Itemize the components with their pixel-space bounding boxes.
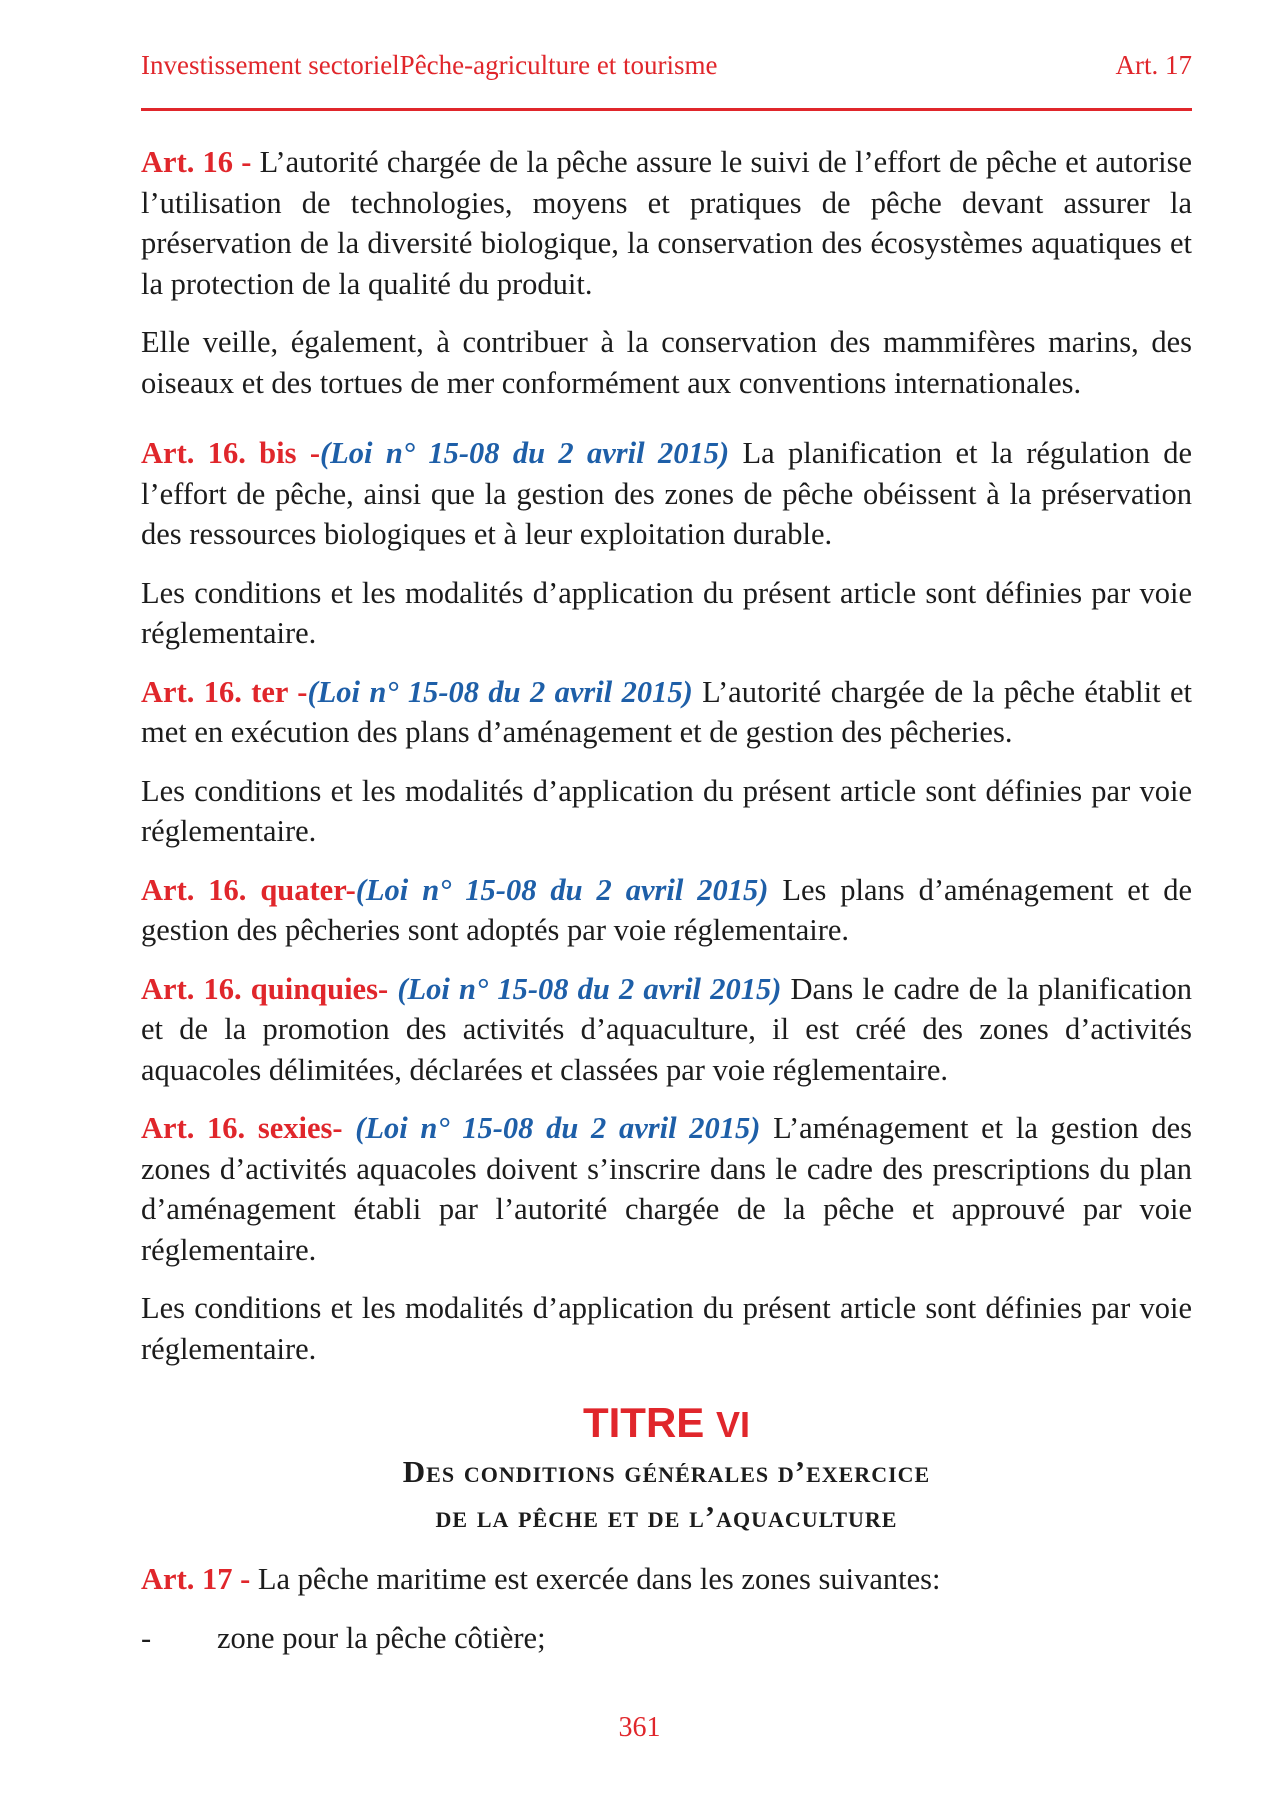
header-title: Investissement sectorielPêche-agriculture et tourisme bbox=[141, 49, 718, 80]
law-reference: (Loi n° 15-08 du 2 avril 2015) bbox=[307, 674, 693, 709]
article-text: La planification et la régulation de l’effort de pêche, ainsi que la gestion des zones de pêche obéissent à la préservation des ressources biologiques et à leur exploitation durable. bbox=[141, 436, 1192, 551]
article-label: Art. 16. quater- bbox=[141, 872, 356, 907]
article-16-ter-paragraph-2: Les conditions et les modalités d’application du présent article sont définies par voie réglementaire. bbox=[141, 773, 1192, 848]
title-block bbox=[141, 1399, 1192, 1539]
article-16 bbox=[141, 142, 1192, 304]
law-reference: (Loi n° 15-08 du 2 avril 2015) bbox=[319, 436, 730, 470]
header-article-ref: Art. 17 bbox=[1115, 49, 1192, 80]
law-reference: (Loi n° 15-08 du 2 avril 2015) bbox=[355, 1111, 761, 1145]
article-label: Art. 16. ter - bbox=[141, 674, 308, 709]
title-subtitle-line-2: de la pêche et de l’aquaculture bbox=[435, 1499, 898, 1534]
article-16-quinquies bbox=[141, 969, 1192, 1091]
article-text: L’autorité chargée de la pêche établit et met en exécution des plans d’aménagement et de gestion des pêcheries. bbox=[141, 674, 1192, 749]
article-16-sexies bbox=[141, 1108, 1192, 1270]
bullet-dash: - bbox=[141, 1620, 152, 1655]
article-label: Art. 17 - bbox=[141, 1562, 251, 1596]
title-heading bbox=[141, 1399, 1192, 1449]
article-16-bis-paragraph-2: Les conditions et les modalités d’application du présent article sont définies par voie réglementaire. bbox=[141, 575, 1192, 650]
article-label: Art. 16. quinquies- bbox=[141, 971, 389, 1006]
article-16-paragraph-2: Elle veille, également, à contribuer à la conservation des mammifères marins, des oiseaux et des tortues de mer conformément aux conventions internationales. bbox=[141, 325, 1192, 400]
article-text: La pêche maritime est exercée dans les zones suivantes: bbox=[250, 1562, 941, 1596]
list-item bbox=[141, 1618, 1192, 1659]
article-16-quater bbox=[141, 870, 1192, 951]
article-text: Dans le cadre de la planification et de la promotion des activités d’aquaculture, il est créé des zones d’activités aquacoles délimitées, déclarées et classées par voie réglementaire. bbox=[141, 971, 1193, 1087]
list-item-text: zone pour la pêche côtière; bbox=[217, 1620, 546, 1655]
article-label: Art. 16. bis - bbox=[141, 436, 320, 470]
running-header bbox=[141, 44, 1192, 86]
page-number: 361 bbox=[618, 1712, 661, 1743]
article-text: Les plans d’aménagement et de gestion des pêcheries sont adoptés par voie réglementaire. bbox=[141, 872, 1193, 947]
law-reference: (Loi n° 15-08 du 2 avril 2015) bbox=[355, 872, 769, 907]
title-numeral: VI bbox=[715, 1404, 750, 1445]
article-16-sexies-paragraph-2: Les conditions et les modalités d’application du présent article sont définies par voie réglementaire. bbox=[141, 1291, 1192, 1366]
article-16-bis bbox=[141, 433, 1192, 555]
law-reference: (Loi n° 15-08 du 2 avril 2015) bbox=[397, 971, 782, 1006]
article-label: Art. 16. sexies- bbox=[141, 1111, 343, 1145]
article-17 bbox=[141, 1559, 1192, 1600]
article-16-ter bbox=[141, 672, 1192, 753]
header-divider bbox=[141, 108, 1192, 111]
body-text bbox=[141, 142, 1192, 1658]
article-text: L’autorité chargée de la pêche assure le suivi de l’effort de pêche et autorise l’utilisation de technologies, moyens et pratiques de pêche devant assurer la préservation de la diversité biologique, la conservation des écosystèmes aquatiques et la protection de la qualité du produit. bbox=[141, 145, 1192, 301]
title-subtitle-line-1: Des conditions générales d’exercice bbox=[402, 1454, 931, 1489]
article-label: Art. 16 - bbox=[141, 145, 252, 179]
title-word: TITRE bbox=[582, 1399, 705, 1446]
article-text: L’aménagement et la gestion des zones d’activités aquacoles doivent s’inscrire dans le cadre des prescriptions du plan d’aménagement établi par l’autorité chargée de la pêche et approuvé par voie réglementaire. bbox=[141, 1111, 1192, 1267]
